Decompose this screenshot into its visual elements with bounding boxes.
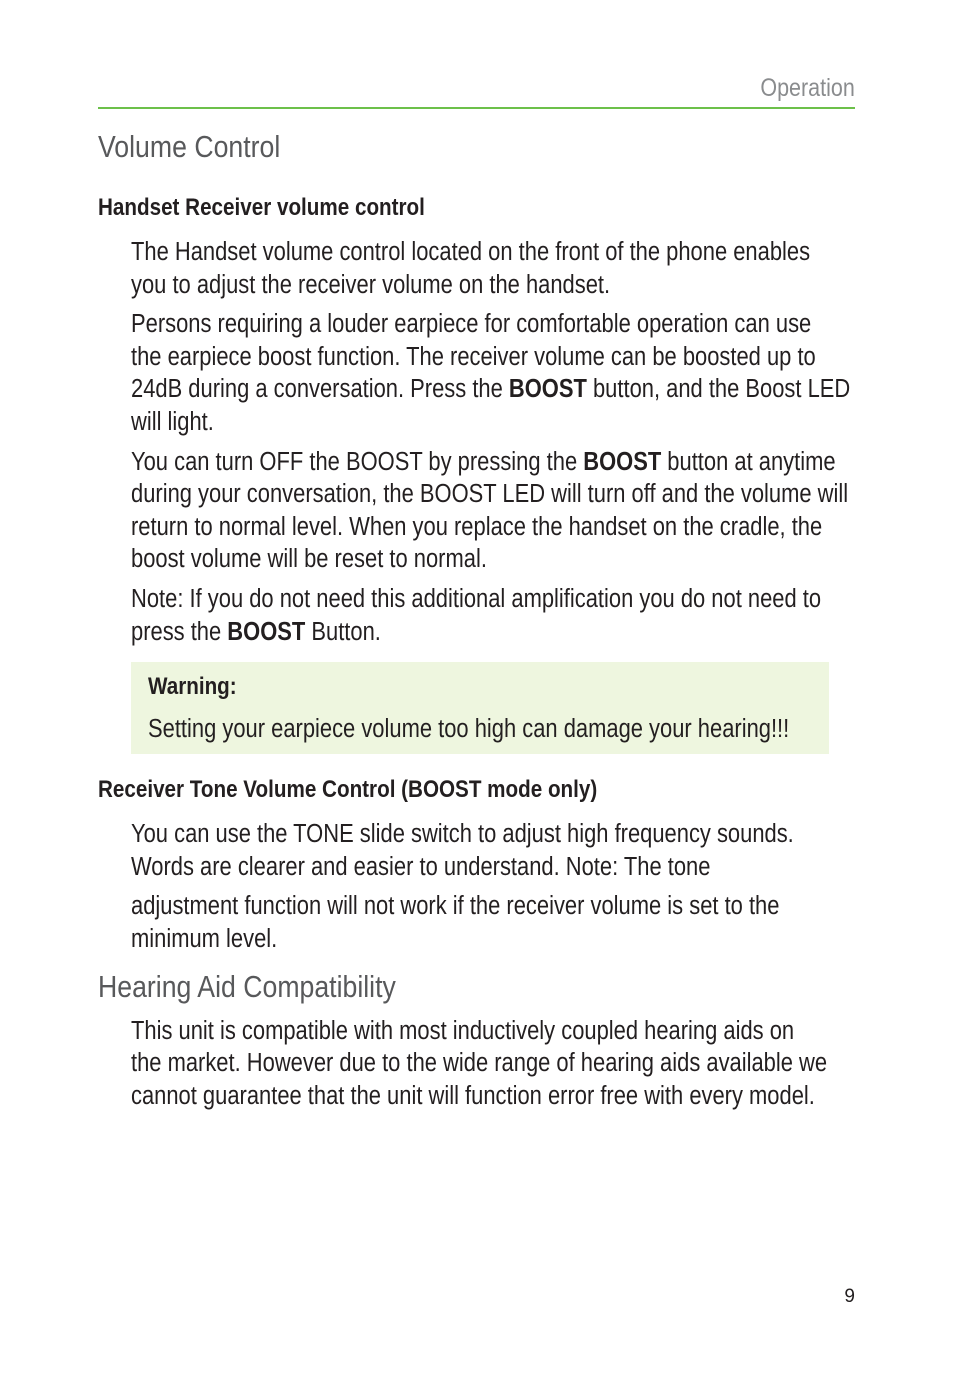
handset-paragraph-4 bbox=[131, 583, 855, 648]
boost-term: BOOST bbox=[227, 617, 306, 646]
text-line: cannot guarantee that the unit will function error free with every model. bbox=[131, 1081, 815, 1110]
running-header-section: Operation bbox=[760, 74, 855, 102]
text-line bbox=[131, 616, 381, 649]
warning-title-text: Warning: bbox=[148, 673, 237, 701]
text-line: minimum level. bbox=[131, 924, 278, 953]
page-number: 9 bbox=[844, 1286, 855, 1307]
text-line bbox=[131, 373, 850, 406]
warning-box bbox=[131, 662, 829, 754]
boost-term: BOOST bbox=[508, 375, 587, 404]
handset-paragraph-1 bbox=[131, 236, 855, 301]
text-line: You can use the TONE slide switch to adjust high frequency sounds. bbox=[131, 820, 794, 849]
text-line: Persons requiring a louder earpiece for comfortable operation can use bbox=[131, 310, 812, 339]
text-run: button, and the Boost LED bbox=[586, 375, 851, 404]
warning-text-line: Setting your earpiece volume too high can damage your hearing!!! bbox=[148, 715, 790, 744]
handset-paragraph-3 bbox=[131, 446, 855, 576]
hearing-aid-paragraph bbox=[131, 1015, 855, 1113]
text-line: adjustment function will not work if the receiver volume is set to the bbox=[131, 892, 780, 921]
receiver-tone-heading bbox=[98, 774, 855, 806]
text-line: during your conversation, the BOOST LED will turn off and the volume will bbox=[131, 480, 849, 509]
text-run: Button. bbox=[305, 617, 381, 646]
text-line: The Handset volume control located on the front of the phone enables bbox=[131, 238, 811, 266]
volume-control-title-text: Volume Control bbox=[98, 129, 281, 164]
text-line: the earpiece boost function. The receiver volume can be boosted up to bbox=[131, 342, 816, 371]
warning-text bbox=[148, 712, 829, 746]
header-rule bbox=[98, 107, 855, 109]
boost-term: BOOST bbox=[583, 447, 662, 476]
handset-receiver-heading bbox=[98, 192, 855, 224]
receiver-tone-heading-text: Receiver Tone Volume Control (BOOST mode only) bbox=[98, 776, 598, 804]
text-run: You can turn OFF the BOOST by pressing the bbox=[131, 447, 584, 476]
hearing-aid-title-text: Hearing Aid Compatibility bbox=[98, 968, 396, 1004]
text-line bbox=[131, 446, 836, 479]
text-run: button at anytime bbox=[661, 447, 836, 476]
text-line: the market. However due to the wide range of hearing aids available we bbox=[131, 1049, 828, 1078]
text-line: return to normal level. When you replace the handset on the cradle, the bbox=[131, 512, 823, 541]
text-line: you to adjust the receiver volume on the handset. bbox=[131, 270, 611, 299]
text-line: boost volume will be reset to normal. bbox=[131, 545, 487, 574]
tone-paragraph-1 bbox=[131, 818, 855, 883]
text-line: Note: If you do not need this additional amplification you do not need to bbox=[131, 584, 822, 613]
handset-receiver-heading-text: Handset Receiver volume control bbox=[98, 194, 425, 221]
text-run: press the bbox=[131, 617, 228, 646]
warning-title bbox=[148, 670, 829, 704]
handset-paragraph-2 bbox=[131, 308, 855, 438]
hearing-aid-title bbox=[98, 966, 855, 1008]
text-line: This unit is compatible with most inductively coupled hearing aids on bbox=[131, 1016, 795, 1045]
page-content bbox=[98, 126, 855, 1112]
volume-control-title bbox=[98, 126, 855, 168]
text-run: 24dB during a conversation. Press the bbox=[131, 375, 509, 404]
manual-page bbox=[98, 0, 855, 1382]
text-line: Words are clearer and easier to understand. Note: The tone bbox=[131, 852, 711, 881]
tone-paragraph-2 bbox=[131, 890, 855, 955]
text-line: will light. bbox=[131, 407, 214, 436]
